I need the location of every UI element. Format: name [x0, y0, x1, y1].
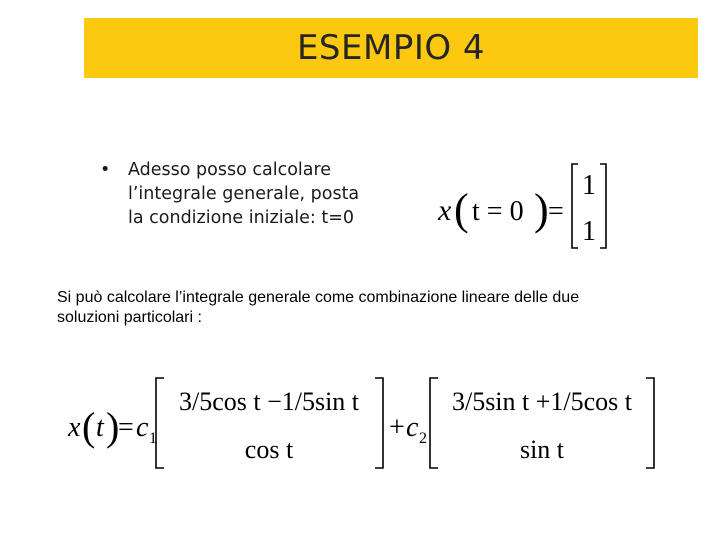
gs-vec1-left-bracket	[156, 378, 164, 468]
ic-equals: =	[548, 196, 564, 227]
gs-equals: =	[118, 412, 134, 443]
bullet-icon: •	[100, 160, 111, 180]
gs-coef1-sub: 1	[149, 430, 157, 447]
bullet-line-2: l’integrale generale, posta	[128, 184, 360, 204]
ic-vector-top: 1	[582, 170, 596, 201]
gs-vec2-left-bracket	[430, 378, 438, 468]
gs-vec2-top: 3/5sin t +1/5cos t	[451, 387, 633, 416]
slide-title: ESEMPIO 4	[296, 28, 486, 68]
ic-open-paren: (	[454, 185, 469, 234]
ic-left-bracket	[572, 164, 578, 248]
gs-vec1-top: 3/5cos t −1/5sin t	[178, 387, 360, 416]
gs-plus: +	[389, 412, 405, 443]
gs-lhs-var: x	[68, 412, 81, 443]
gs-vec2-right-bracket	[646, 378, 654, 468]
gs-coef1: c	[136, 412, 149, 443]
ic-vector-bottom: 1	[582, 216, 596, 247]
gs-close-paren: )	[106, 404, 120, 449]
bullet-line-3: la condizione iniziale: t=0	[128, 208, 355, 228]
description-line-1: Si può calcolare l’integrale generale come combinazione lineare delle due	[57, 289, 580, 306]
gs-coef2: c	[406, 412, 419, 443]
gs-open-paren: (	[82, 404, 96, 449]
general-solution-formula	[60, 370, 680, 480]
gs-vec2-bottom: sin t	[519, 435, 565, 464]
description-text	[57, 288, 697, 328]
ic-right-bracket	[600, 164, 606, 248]
bullet-line-1: Adesso posso calcolare	[128, 160, 332, 180]
gs-vec1-right-bracket	[375, 378, 383, 468]
bullet-text	[128, 158, 418, 230]
title-bar	[84, 18, 698, 78]
description-line-2: soluzioni particolari :	[57, 309, 202, 326]
initial-condition-formula	[430, 158, 620, 258]
gs-lhs-arg: t	[96, 412, 104, 443]
ic-lhs-var: x	[438, 194, 452, 227]
ic-close-paren: )	[534, 185, 549, 234]
gs-vec1-bottom: cos t	[244, 435, 294, 464]
gs-coef2-sub: 2	[419, 430, 427, 447]
ic-lhs-arg: t = 0	[472, 196, 524, 227]
